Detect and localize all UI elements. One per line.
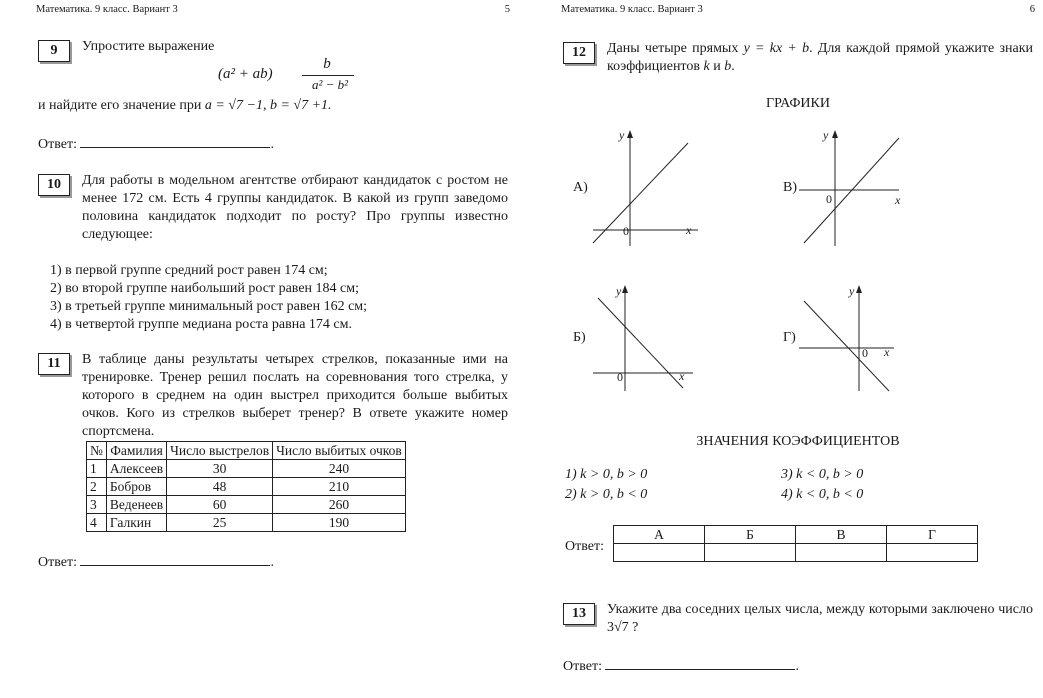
origin-label: 0 [826, 192, 832, 206]
coef-option-4: 4) k < 0, b < 0 [781, 487, 864, 502]
axis-x-label: x [679, 369, 685, 383]
col-header: № [87, 442, 107, 460]
col-header: Фамилия [106, 442, 166, 460]
answer-col-a: А [614, 526, 705, 544]
cell: 190 [273, 514, 406, 532]
option-1: 1) в первой группе средний рост равен 174 см; [50, 263, 328, 278]
task-9-answer: Ответ: . [38, 137, 274, 152]
answer-table [613, 525, 978, 562]
condition-values: a = √7 −1, b = √7 +1. [204, 98, 332, 113]
answer-col-v: В [796, 526, 887, 544]
answer-cell-a[interactable] [614, 544, 705, 562]
expression-prefix: (a² + ab) [218, 66, 273, 82]
graph-label-b: Б) [573, 330, 586, 345]
task-13 [563, 601, 1033, 637]
answer-label: Ответ: [565, 539, 604, 554]
table-header-row [87, 442, 406, 460]
table-row [87, 496, 406, 514]
coef-option-3: 3) k < 0, b > 0 [781, 467, 864, 482]
axis-y-label: y [849, 284, 855, 298]
option-2: 2) во второй группе наибольший рост равен 184 см; [50, 281, 359, 296]
fraction-bar [302, 75, 354, 76]
cell: 4 [87, 514, 107, 532]
coef-option-2: 2) k > 0, b < 0 [565, 487, 648, 502]
equation: y = kx + b [743, 41, 810, 56]
cell: 260 [273, 496, 406, 514]
answer-label: Ответ: [38, 137, 77, 152]
task-number: 11 [38, 353, 70, 375]
cell: Алексеев [106, 460, 166, 478]
page-header [561, 4, 1035, 18]
cell: Галкин [106, 514, 166, 532]
text-part: . Для каждой прямой укажите знаки коэффициентов [607, 41, 1034, 74]
header-title: Математика. 9 класс. Вариант 3 [36, 4, 178, 15]
graphs-title: ГРАФИКИ [766, 96, 830, 111]
answer-label: Ответ: [563, 659, 602, 674]
page-header [36, 4, 510, 18]
graph-label-g: Г) [783, 330, 796, 345]
cell: 3 [87, 496, 107, 514]
task-text: Упростите выражение [82, 39, 215, 54]
cell: 210 [273, 478, 406, 496]
task-12 [563, 40, 1033, 76]
task-text [607, 40, 1033, 76]
task-9-condition [38, 97, 508, 115]
origin-label: 0 [623, 224, 629, 238]
table-row [87, 460, 406, 478]
cell: 25 [167, 514, 273, 532]
option-4: 4) в четвертой группе медиана роста равна 174 см. [50, 317, 352, 332]
answer-col-b: Б [705, 526, 796, 544]
page-number: 5 [504, 4, 510, 15]
answer-col-g: Г [887, 526, 978, 544]
expression [218, 56, 358, 96]
answer-field[interactable] [80, 553, 270, 566]
cell: 2 [87, 478, 107, 496]
graph-a [593, 128, 713, 248]
graph-label-v: В) [783, 180, 797, 195]
cell: 1 [87, 460, 107, 478]
text-part: Даны четыре прямых [607, 41, 739, 56]
answer-field[interactable] [80, 135, 270, 148]
answer-cell-b[interactable] [705, 544, 796, 562]
coef-option-1: 1) k > 0, b > 0 [565, 467, 648, 482]
expression-denominator: a² − b² [311, 77, 349, 92]
task-9 [38, 38, 508, 56]
answer-header-row [614, 526, 978, 544]
graph-v [799, 128, 919, 248]
left-page [28, 0, 518, 698]
right-page [553, 0, 1043, 698]
coef-k: k [703, 59, 710, 74]
axis-x-label: x [884, 345, 890, 359]
axis-y-label: y [823, 128, 829, 142]
answer-cell-v[interactable] [796, 544, 887, 562]
table-row [87, 478, 406, 496]
col-header: Число выбитых очков [273, 442, 406, 460]
header-title: Математика. 9 класс. Вариант 3 [561, 4, 703, 15]
graph-label-a: А) [573, 180, 588, 195]
axis-y-label: y [619, 128, 625, 142]
cell: 60 [167, 496, 273, 514]
task-10 [38, 172, 508, 244]
condition-text: и найдите его значение при [38, 98, 202, 113]
task-text: В таблице даны результаты четырех стрелков, показанные ими на тренировке. Тренер решил послать на соревнования того стрелка, у которого в среднем на один выстрел приходится больше выбитых очков. Кого из стрелков выберет тренер? В ответе укажите номер спортсмена. [82, 352, 508, 439]
expression-numerator: b [323, 56, 331, 72]
task-number: 9 [38, 40, 70, 62]
task-10-options [50, 262, 508, 334]
cell: Веденеев [106, 496, 166, 514]
origin-label: 0 [617, 370, 623, 384]
cell: Бобров [106, 478, 166, 496]
task-13-answer: Ответ: . [563, 659, 799, 674]
shooters-table [86, 441, 406, 532]
answer-input-row [614, 544, 978, 562]
cell: 30 [167, 460, 273, 478]
task-11 [38, 351, 508, 441]
answer-cell-g[interactable] [887, 544, 978, 562]
graph-b [593, 283, 713, 393]
task-number: 13 [563, 603, 595, 625]
task-text: Укажите два соседних целых числа, между которыми заключено число 3√7 ? [607, 602, 1033, 635]
page-number: 6 [1029, 4, 1035, 15]
origin-label: 0 [862, 346, 868, 360]
text-part: и [713, 59, 721, 74]
cell: 240 [273, 460, 406, 478]
axis-x-label: x [895, 193, 901, 207]
cell: 48 [167, 478, 273, 496]
task-number: 10 [38, 174, 70, 196]
task-11-answer: Ответ: . [38, 555, 274, 570]
answer-field[interactable] [605, 657, 795, 670]
graph-g [799, 283, 919, 393]
col-header: Число выстрелов [167, 442, 273, 460]
option-3: 3) в третьей группе минимальный рост равен 162 см; [50, 299, 368, 314]
answer-label: Ответ: [38, 555, 77, 570]
task-text: Для работы в модельном агентстве отбирают кандидаток с ростом не менее 172 см. Есть 4 группы кандидаток. В какой из групп заведомо половина кандидаток подходит по росту? Про группы известно следующее: [82, 173, 508, 242]
table-row [87, 514, 406, 532]
axis-x-label: x [686, 223, 692, 237]
coef-b: b [724, 59, 732, 74]
task-number: 12 [563, 42, 595, 64]
text-part: . [731, 59, 735, 74]
coef-title: ЗНАЧЕНИЯ КОЭФФИЦИЕНТОВ [696, 434, 900, 449]
axis-y-label: y [616, 284, 622, 298]
